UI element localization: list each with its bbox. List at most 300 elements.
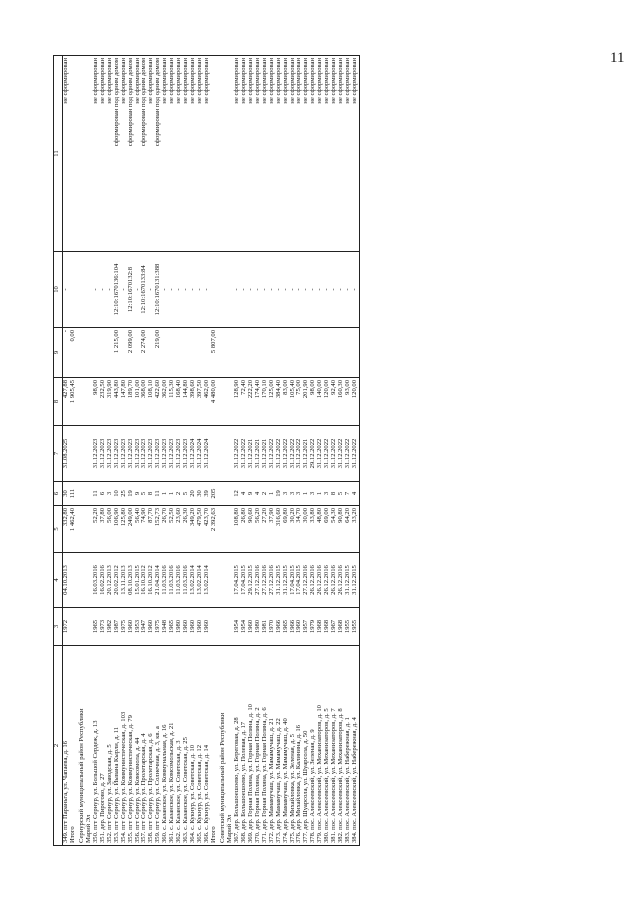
cell-deadline: 31.12.2024: [190, 426, 197, 482]
cell-deadline: [211, 426, 219, 482]
cell-deadline: 31.12.2022: [234, 426, 241, 482]
cell-fund: 2 099,00: [128, 328, 135, 378]
cell-cadastre: -: [317, 252, 324, 328]
cell-n: 39: [204, 482, 211, 506]
cell-deadline: 31.12.2023: [114, 426, 121, 482]
cell-status: [78, 56, 86, 252]
cell-cost: 201,90: [303, 378, 310, 426]
table-row: [352, 56, 359, 846]
cell-date: 11.03.2016: [176, 553, 183, 608]
total-row: [70, 56, 78, 846]
cell-cadastre: -: [176, 252, 183, 328]
cell-cost: 362,00: [162, 378, 169, 426]
cell-deadline: 31.12.2022: [338, 426, 345, 482]
table-row: [63, 56, 70, 846]
cell-fund: 219,00: [155, 328, 162, 378]
cell-cadastre: -: [135, 252, 142, 328]
cell-name: 367. дер. Большоешоево, ул. Береговая, д. 28: [234, 646, 241, 846]
cell-name: 352. пгт Сернур, ул. Заводская, д. 5: [107, 646, 114, 846]
cell-n: 25: [121, 482, 128, 506]
cell-area: [78, 506, 86, 553]
cell-fund: [283, 328, 290, 378]
cell-area: 90,80: [338, 506, 345, 553]
cell-cadastre: [78, 252, 86, 328]
cell-cost: 140,00: [317, 378, 324, 426]
page-number: 11: [610, 50, 625, 66]
cell-name: 364. с. Кукнур, ул. Советская, д. 10: [190, 646, 197, 846]
cell-n: 4: [255, 482, 262, 506]
cell-status: не сформирован: [93, 56, 100, 252]
cell-area: 2 392,63: [211, 506, 219, 553]
cell-deadline: 31.08.2025: [63, 426, 70, 482]
cell-fund: [241, 328, 248, 378]
cell-year: 1965: [93, 608, 100, 646]
cell-status: не сформирован: [204, 56, 211, 252]
cell-n: 1: [317, 482, 324, 506]
cell-status: не сформирован: [100, 56, 107, 252]
cell-fund: [303, 328, 310, 378]
cell-cost: 160,30: [338, 378, 345, 426]
cell-date: 11.03.2016: [162, 553, 169, 608]
cell-cost: 120,00: [324, 378, 331, 426]
cell-deadline: 31.12.2023: [100, 426, 107, 482]
cell-area: 34,70: [296, 506, 303, 553]
cell-name: 381. пос. Алексеевский, ул. Механизаторов, д. 7: [331, 646, 338, 846]
cell-cost: 120,00: [352, 378, 359, 426]
cell-year: 1966: [290, 608, 297, 646]
cell-area: 26,80: [241, 506, 248, 553]
cell-name: Итого: [70, 646, 78, 846]
cell-area: 26,30: [183, 506, 190, 553]
cell-date: 21.04.2014: [155, 553, 162, 608]
cell-fund: [219, 328, 227, 378]
cell-deadline: 31.12.2022: [290, 426, 297, 482]
cell-deadline: 31.12.2023: [148, 426, 155, 482]
cell-deadline: 31.12.2022: [317, 426, 324, 482]
cell-cadastre: -: [190, 252, 197, 328]
cell-fund: [324, 328, 331, 378]
cell-cost: 443,80: [114, 378, 121, 426]
cell-n: 5: [141, 482, 148, 506]
cell-status: не сформирован: [324, 56, 331, 252]
cell-cadastre: -: [63, 252, 70, 328]
cell-name: 384. пос. Алексеевский, ул. Набережная, д. 4: [352, 646, 359, 846]
cell-cost: 232,50: [100, 378, 107, 426]
cell-n: 3: [324, 482, 331, 506]
cell-cadastre: 12:10:1670133:84: [141, 252, 148, 328]
cell-fund: [100, 328, 107, 378]
cell-cost: 125,00: [269, 378, 276, 426]
cell-cost: 72,40: [241, 378, 248, 426]
cell-deadline: 31.12.2022: [296, 426, 303, 482]
section-header-row: [219, 56, 227, 846]
col-header: 4: [54, 553, 63, 608]
cell-date: 17.04.2015: [296, 553, 303, 608]
cell-name: 355. пгт Сернур, ул. Коммунистическая, д. 79: [128, 646, 135, 846]
cell-status: не сформирован: [107, 56, 114, 252]
cell-fund: [269, 328, 276, 378]
cell-area: 74,90: [141, 506, 148, 553]
cell-status: не сформирован: [338, 56, 345, 252]
cell-cost: 189,70: [128, 378, 135, 426]
cell-cadastre: -: [234, 252, 241, 328]
cell-name: 357. пгт Сернур, ул. Пролетарская, д. 4: [141, 646, 148, 846]
cell-year: [219, 608, 227, 646]
cell-area: 30,20: [290, 506, 297, 553]
cell-name: 365. с. Кукнур, ул. Советская, д. 12: [197, 646, 204, 846]
cell-fund: [290, 328, 297, 378]
cell-year: 1965: [283, 608, 290, 646]
cell-area: 249,00: [128, 506, 135, 553]
cell-n: 3: [296, 482, 303, 506]
cell-deadline: 31.12.2023: [162, 426, 169, 482]
cell-date: 16.10.2012: [141, 553, 148, 608]
cell-cost: 92,40: [331, 378, 338, 426]
cell-year: 1960: [204, 608, 211, 646]
cell-area: 69,00: [324, 506, 331, 553]
cell-deadline: [78, 426, 86, 482]
cell-area: 479,50: [197, 506, 204, 553]
cell-n: [78, 482, 86, 506]
table-body: [63, 56, 360, 846]
cell-status: не сформирован: [135, 56, 142, 252]
cell-n: 1: [269, 482, 276, 506]
cell-deadline: 31.12.2023: [176, 426, 183, 482]
cell-area: 37,90: [269, 506, 276, 553]
cell-name: 354. пгт Сернур, ул. Коммунистическая, д. 103: [121, 646, 128, 846]
cell-deadline: [70, 426, 78, 482]
cell-name: 376. дер. Михайловка, ул. Калинина, д. 16: [296, 646, 303, 846]
cell-year: 1973: [100, 608, 107, 646]
cell-year: 1965: [169, 608, 176, 646]
cell-fund: [262, 328, 269, 378]
cell-cost: 427,88: [63, 378, 70, 426]
cell-area: 332,80: [63, 506, 70, 553]
cell-date: 16.10.2012: [148, 553, 155, 608]
cell-n: 12: [234, 482, 241, 506]
cell-cost: 398,60: [190, 378, 197, 426]
cell-deadline: 29.12.2022: [310, 426, 317, 482]
cell-year: 1987: [114, 608, 121, 646]
cell-n: 3: [290, 482, 297, 506]
cell-cadastre: [211, 252, 219, 328]
cell-area: 106,90: [114, 506, 121, 553]
cell-year: 1967: [331, 608, 338, 646]
cell-n: 1: [303, 482, 310, 506]
cell-fund: [93, 328, 100, 378]
cell-name: 350. пгт Сернур, ул. Большой Сердеж, д. 13: [93, 646, 100, 846]
cell-fund: [345, 328, 352, 378]
cell-area: 125,80: [121, 506, 128, 553]
cell-year: 1980: [255, 608, 262, 646]
cell-date: 31.12.2015: [345, 553, 352, 608]
cell-fund: [190, 328, 197, 378]
cell-deadline: 31.12.2021: [262, 426, 269, 482]
cell-cost: 147,80: [121, 378, 128, 426]
cell-n: 5: [338, 482, 345, 506]
cell-cost: 168,40: [176, 378, 183, 426]
cell-fund: 1 215,00: [114, 328, 121, 378]
cell-n: 2: [262, 482, 269, 506]
cell-area: 27,20: [262, 506, 269, 553]
cell-status: не сформирован: [197, 56, 204, 252]
cell-cost: 108,10: [148, 378, 155, 426]
cell-name: Сернурский муниципальный район Республики: [78, 646, 86, 846]
cell-n: 3: [310, 482, 317, 506]
cell-date: 08.10.2013: [128, 553, 135, 608]
cell-date: 26.12.2016: [324, 553, 331, 608]
col-header: 11: [54, 56, 63, 252]
cell-area: 33,80: [310, 506, 317, 553]
cell-year: 1975: [121, 608, 128, 646]
cell-cadastre: -: [276, 252, 283, 328]
cell-status: не сформирован: [331, 56, 338, 252]
cell-fund: -: [63, 328, 70, 378]
cell-name: 361. с. Казанское, ул. Комсомольская, д. 21: [169, 646, 176, 846]
cell-date: 27.12.2016: [303, 553, 310, 608]
cell-n: 111: [70, 482, 78, 506]
cell-cost: 75,00: [296, 378, 303, 426]
cell-date: 13.02.2014: [190, 553, 197, 608]
cell-year: 1954: [241, 608, 248, 646]
cell-name: 375. дер. Михайловка, ул. Зеленая, д. 5: [290, 646, 297, 846]
cell-year: 1968: [338, 608, 345, 646]
cell-n: 19: [276, 482, 283, 506]
cell-cost: 384,40: [276, 378, 283, 426]
cell-name: 378. пос. Алексеевский, ул. Зеленая, д. 9: [310, 646, 317, 846]
cell-status: сформирован под одним домом: [141, 56, 148, 252]
cell-area: 316,60: [276, 506, 283, 553]
cell-cadastre: -: [169, 252, 176, 328]
cell-date: 13.02.2014: [197, 553, 204, 608]
cell-cadastre: -: [290, 252, 297, 328]
cell-n: 1: [162, 482, 169, 506]
cell-name: 351. дер. Пирогово, д. 27: [100, 646, 107, 846]
cell-deadline: 31.12.2022: [241, 426, 248, 482]
cell-area: 33,20: [352, 506, 359, 553]
cell-cadastre: -: [241, 252, 248, 328]
cell-deadline: 31.12.2023: [135, 426, 142, 482]
cell-cost: 105,40: [290, 378, 297, 426]
cell-date: 15.01.2015: [135, 553, 142, 608]
cell-cadastre: -: [93, 252, 100, 328]
cell-name: 379. пос. Алексеевский, ул. Механизаторов, д. 10: [317, 646, 324, 846]
cell-fund: [162, 328, 169, 378]
cell-deadline: 31.12.2022: [345, 426, 352, 482]
cell-area: 152,73: [155, 506, 162, 553]
cell-status: не сформирован: [262, 56, 269, 252]
cell-date: 29.12.2015: [248, 553, 255, 608]
cell-status: не сформирован: [283, 56, 290, 252]
cell-cadastre: -: [338, 252, 345, 328]
table-row: [204, 56, 211, 846]
cell-year: 1966: [276, 608, 283, 646]
cell-date: 17.04.2015: [241, 553, 248, 608]
cell-date: 26.12.2016: [317, 553, 324, 608]
cell-status: не сформирован: [269, 56, 276, 252]
col-header: 5: [54, 506, 63, 553]
cell-fund: [78, 328, 86, 378]
cell-cadastre: -: [183, 252, 190, 328]
cell-status: не сформирован: [296, 56, 303, 252]
cell-cost: 98,00: [310, 378, 317, 426]
cell-fund: [248, 328, 255, 378]
cell-year: 1954: [234, 608, 241, 646]
cell-year: 1982: [107, 608, 114, 646]
cell-date: 04.10.2013: [63, 553, 70, 608]
cell-name: 382. пос. Алексеевский, ул. Механизаторов, д. 8: [338, 646, 345, 846]
cell-area: 52,50: [169, 506, 176, 553]
cell-cost: 115,30: [169, 378, 176, 426]
cell-name: Итого: [211, 646, 219, 846]
cell-date: 13.02.2014: [204, 553, 211, 608]
cell-name: 363. с. Казанское, ул. Советская, д. 25: [183, 646, 190, 846]
cell-cadastre: -: [283, 252, 290, 328]
cell-area: 56,20: [255, 506, 262, 553]
cell-status: сформирован под одним домом: [155, 56, 162, 252]
cell-cadastre: -: [310, 252, 317, 328]
cell-name: Марий Эл: [227, 646, 234, 846]
cell-deadline: 31.12.2023: [141, 426, 148, 482]
cell-status: не сформирован: [290, 56, 297, 252]
cell-fund: [296, 328, 303, 378]
cell-area: 87,70: [148, 506, 155, 553]
cell-deadline: 31.12.2022: [352, 426, 359, 482]
cell-status: не сформирован: [303, 56, 310, 252]
cell-fund: [310, 328, 317, 378]
housing-registry-table: [53, 55, 360, 846]
cell-n: 3: [283, 482, 290, 506]
cell-year: 1947: [141, 608, 148, 646]
cell-cadastre: -: [148, 252, 155, 328]
cell-area: 69,80: [283, 506, 290, 553]
cell-cadastre: 12:10:1670136:104: [114, 252, 121, 328]
cell-name: 360. с. Казанское, ул. Коммунальная, д. 16: [162, 646, 169, 846]
cell-area: 26,70: [162, 506, 169, 553]
cell-cadastre: -: [345, 252, 352, 328]
cell-area: 423,70: [204, 506, 211, 553]
cell-status: [70, 56, 78, 252]
cell-date: [78, 553, 86, 608]
cell-status: не сформирован: [310, 56, 317, 252]
cell-fund: [317, 328, 324, 378]
cell-name: 362. с. Казанское, ул. Советская, д. 3: [176, 646, 183, 846]
cell-status: не сформирован: [248, 56, 255, 252]
cell-n: 30: [197, 482, 204, 506]
cell-deadline: 31.12.2022: [324, 426, 331, 482]
cell-cost: 1 905,45: [70, 378, 78, 426]
cell-deadline: 31.12.2023: [128, 426, 135, 482]
cell-status: сформирован под одним домом: [114, 56, 121, 252]
cell-fund: [338, 328, 345, 378]
cell-area: 1 462,40: [70, 506, 78, 553]
cell-name: 358. пгт Сернур, ул. Пролетарская, д. 6: [148, 646, 155, 846]
cell-status: не сформирован: [234, 56, 241, 252]
cell-cadastre: -: [255, 252, 262, 328]
cell-cost: [78, 378, 86, 426]
cell-n: 10: [114, 482, 121, 506]
cell-year: 1960: [190, 608, 197, 646]
cell-date: 16.03.2016: [93, 553, 100, 608]
cell-n: [219, 482, 227, 506]
cell-status: не сформирован: [255, 56, 262, 252]
cell-name: 371. дер. Горная Поляна, ул. Горная Поляна, д. 6: [262, 646, 269, 846]
cell-year: 1955: [352, 608, 359, 646]
cell-date: 26.12.2016: [310, 553, 317, 608]
cell-area: 37,80: [100, 506, 107, 553]
cell-cost: 319,90: [107, 378, 114, 426]
cell-year: 1972: [63, 608, 70, 646]
cell-year: 1960: [296, 608, 303, 646]
cell-date: 11.03.2016: [183, 553, 190, 608]
cell-name: 372. дер. Мамамучаш, ул. Мамамучаш, д. 21: [269, 646, 276, 846]
cell-name: 368. дер. Большоешоево, ул. Полевая, д. 17: [241, 646, 248, 846]
cell-cadastre: -: [324, 252, 331, 328]
cell-n: 4: [241, 482, 248, 506]
cell-name: 380. пос. Алексеевский, ул. Механизаторов, д. 5: [324, 646, 331, 846]
cell-year: 1960: [197, 608, 204, 646]
cell-year: 1968: [317, 608, 324, 646]
cell-date: 31.12.2015: [276, 553, 283, 608]
cell-fund: [234, 328, 241, 378]
cell-year: 1953: [135, 608, 142, 646]
cell-name: 349. пгт Параньга, ул. Чапаева, д. 16: [63, 646, 70, 846]
cell-cost: 462,00: [204, 378, 211, 426]
cell-year: 1975: [155, 608, 162, 646]
cell-deadline: 31.12.2023: [155, 426, 162, 482]
cell-cost: 422,60: [155, 378, 162, 426]
cell-fund: 5 807,00: [211, 328, 219, 378]
cell-year: 1979: [310, 608, 317, 646]
cell-deadline: 31.12.2021: [255, 426, 262, 482]
cell-cadastre: -: [197, 252, 204, 328]
cell-cadastre: 12:10:1670132:8: [128, 252, 135, 328]
cell-name: 370. дер. Горная Поляна, ул. Горная Поляна, д. 2: [255, 646, 262, 846]
cell-deadline: 31.12.2022: [331, 426, 338, 482]
cell-name: 359. пгт Сернур, ул. Солнечная, д. 3, кв. а: [155, 646, 162, 846]
cell-date: 27.12.2016: [269, 553, 276, 608]
cell-cadastre: 12:10:1670131:388: [155, 252, 162, 328]
cell-deadline: [219, 426, 227, 482]
cell-n: 8: [331, 482, 338, 506]
cell-cost: 144,80: [183, 378, 190, 426]
cell-area: 108,80: [234, 506, 241, 553]
cell-cadastre: -: [262, 252, 269, 328]
cell-deadline: 31.12.2023: [169, 426, 176, 482]
cell-year: 1960: [248, 608, 255, 646]
cell-n: 2: [176, 482, 183, 506]
cell-deadline: 31.12.2024: [197, 426, 204, 482]
cell-cost: 397,50: [197, 378, 204, 426]
cell-date: 31.12.2015: [283, 553, 290, 608]
cell-year: 1960: [128, 608, 135, 646]
cell-n: 3: [107, 482, 114, 506]
cell-status: не сформирован: [241, 56, 248, 252]
cell-year: 1960: [183, 608, 190, 646]
cell-name: Марий Эл: [86, 646, 93, 846]
cell-area: 56,40: [135, 506, 142, 553]
cell-status: не сформирован: [345, 56, 352, 252]
cell-area: 23,60: [176, 506, 183, 553]
cell-date: 26.12.2016: [331, 553, 338, 608]
cell-area: 52,20: [93, 506, 100, 553]
cell-deadline: 31.12.2023: [121, 426, 128, 482]
cell-cost: 98,00: [93, 378, 100, 426]
cell-status: не сформирован: [176, 56, 183, 252]
cell-date: 27.12.2016: [262, 553, 269, 608]
cell-date: 13.11.2013: [121, 553, 128, 608]
cell-year: 1948: [162, 608, 169, 646]
